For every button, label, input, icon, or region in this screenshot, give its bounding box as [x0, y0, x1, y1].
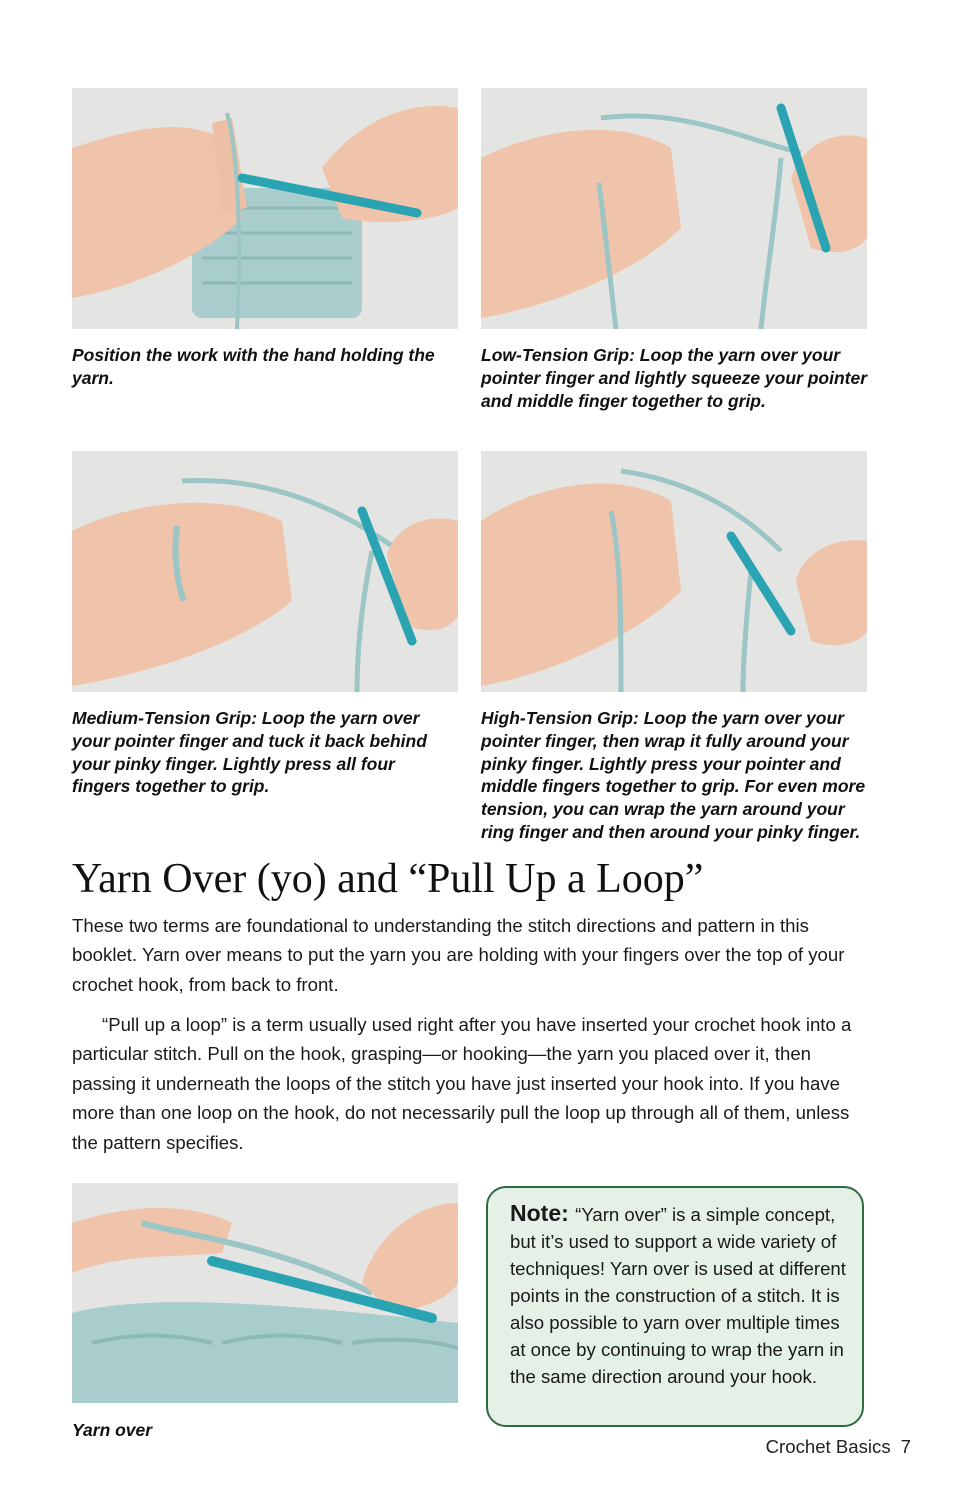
photo-high-tension-grip: [481, 451, 867, 692]
page-number: 7: [900, 1436, 911, 1457]
caption-position-work: Position the work with the hand holding the yarn.: [72, 345, 435, 388]
footer-section: Crochet Basics: [765, 1436, 891, 1457]
caption-yarn-over: Yarn over: [72, 1420, 153, 1440]
body-paragraph-1: These two terms are foundational to understanding the stitch directions and pattern in this booklet. Yarn over means to put the yarn you are holding with your fingers over the top of your crochet hook, from back to front.: [72, 915, 845, 995]
caption-medium-tension-grip: Medium-Tension Grip: Loop the yarn over your pointer finger and tuck it back behind your pinky finger. Lightly press all four fingers together to grip.: [72, 708, 427, 797]
note-label: Note:: [510, 1200, 569, 1226]
caption-low-tension-grip: Low-Tension Grip: Loop the yarn over your pointer finger and lightly squeeze your pointer and middle finger together to grip.: [481, 345, 868, 411]
photo-medium-tension-grip: [72, 451, 458, 692]
section-heading: Yarn Over (yo) and “Pull Up a Loop”: [72, 856, 704, 902]
caption-lead: High-Tension Grip:: [481, 708, 639, 728]
caption-high-tension-grip: High-Tension Grip: Loop the yarn over your pointer finger, then wrap it fully around your pinky finger. Lightly press your pointer and middle fingers together to grip. For even more tension, you can wrap the yarn around your ring finger and then around your pinky finger.: [481, 708, 866, 842]
photo-low-tension-grip: [481, 88, 867, 329]
photo-yarn-over: [72, 1183, 458, 1403]
caption-lead: Medium-Tension Grip:: [72, 708, 258, 728]
page-footer: [766, 1436, 911, 1458]
note-text: “Yarn over” is a simple concept, but it’s used to support a wide variety of techniques! Yarn over is used at different points in the construction of a stitch. It is also possible to yarn over multiple times at once by continuing to wrap the yarn in the same direction around your hook.: [510, 1204, 846, 1387]
photo-position-work: [72, 88, 458, 329]
caption-lead: Low-Tension Grip:: [481, 345, 635, 365]
note-box: [486, 1186, 864, 1427]
body-paragraph-2: “Pull up a loop” is a term usually used right after you have inserted your crochet hook into a particular stitch. Pull on the hook, grasping—or hooking—the yarn you placed over it, then passing it underneath the loops of the stitch you have just inserted your hook into. If you have more than one loop on the hook, do not necessarily pull the loop up through all of them, unless the pattern specifies.: [72, 1014, 852, 1153]
